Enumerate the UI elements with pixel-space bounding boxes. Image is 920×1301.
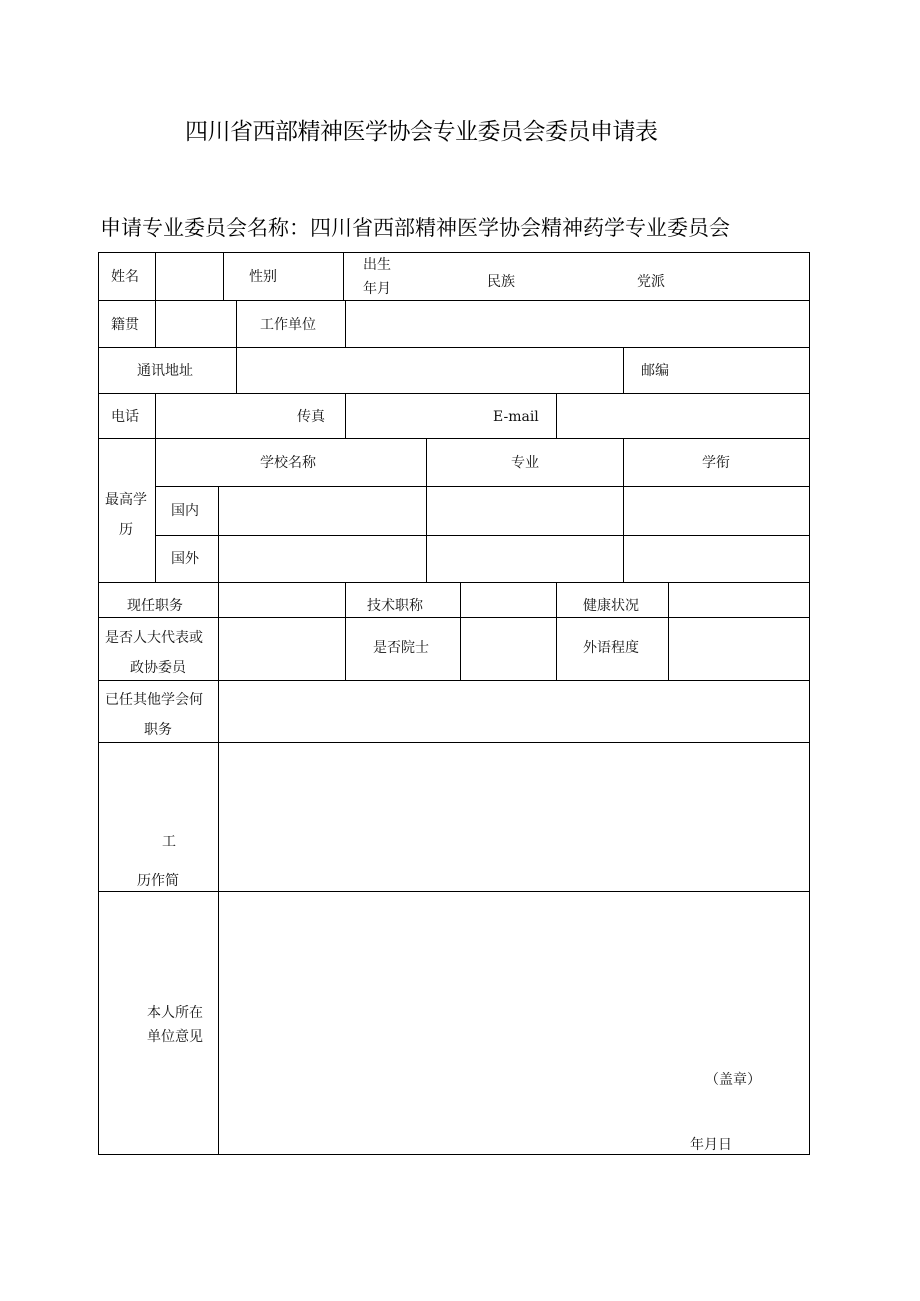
label-health: 健康状况	[583, 598, 639, 614]
label-fax: 传真	[297, 409, 325, 425]
label-work-unit: 工作单位	[260, 317, 316, 333]
label-tech-title: 技术职称	[367, 598, 423, 614]
header-degree: 学衔	[702, 455, 730, 471]
label-party: 党派	[637, 274, 665, 290]
table-line	[236, 300, 237, 347]
label-ethnicity: 民族	[487, 274, 515, 290]
label-email: E-mail	[493, 409, 539, 425]
table-line	[155, 486, 810, 487]
label-work-history-line2: 历作简	[137, 873, 179, 889]
table-line	[98, 252, 810, 253]
header-major: 专业	[511, 455, 539, 471]
table-line	[155, 393, 156, 438]
table-line	[236, 347, 237, 393]
table-line	[98, 891, 810, 892]
table-line	[460, 582, 461, 680]
header-school-name: 学校名称	[260, 455, 316, 471]
table-line	[98, 347, 810, 348]
table-line	[155, 535, 810, 536]
committee-name: 申请专业委员会名称：四川省西部精神医学协会精神药学专业委员会	[100, 216, 730, 240]
table-line	[98, 393, 810, 394]
table-line	[345, 582, 346, 680]
page-title: 四川省西部精神医学协会专业委员会委员申请表	[185, 119, 658, 145]
table-line	[623, 347, 624, 393]
table-line	[668, 582, 669, 680]
label-education-line2: 历	[119, 522, 133, 538]
label-birth-date	[363, 256, 391, 298]
table-line	[218, 582, 219, 680]
table-line	[155, 438, 156, 582]
table-line	[218, 486, 219, 582]
table-line	[98, 1154, 810, 1155]
table-line	[223, 252, 224, 300]
date-note: 年月日	[690, 1137, 732, 1153]
label-current-position: 现任职务	[127, 598, 183, 614]
label-language: 外语程度	[583, 640, 639, 656]
label-education-line1: 最高学	[105, 492, 147, 508]
table-line	[556, 393, 557, 438]
table-line	[98, 617, 810, 618]
table-line	[345, 300, 346, 347]
label-postcode: 邮编	[641, 363, 669, 379]
label-native-place: 籍贯	[111, 317, 139, 333]
label-work-history-line1: 工	[162, 834, 176, 850]
label-birth-line2: 年月	[363, 281, 391, 297]
label-other-posts-line2: 职务	[144, 722, 172, 738]
label-domestic: 国内	[171, 503, 199, 519]
label-unit-opinion-line1: 本人所在	[147, 1005, 203, 1021]
table-line	[155, 252, 156, 300]
label-academician: 是否院士	[373, 640, 429, 656]
table-line	[98, 742, 810, 743]
table-line	[98, 582, 810, 583]
table-line	[218, 680, 219, 1155]
label-name: 姓名	[111, 269, 139, 285]
table-line	[343, 252, 344, 300]
table-line	[623, 438, 624, 582]
label-phone: 电话	[111, 409, 139, 425]
table-line	[98, 252, 99, 1155]
label-other-posts-line1: 已任其他学会何	[105, 692, 203, 708]
table-line	[155, 300, 156, 347]
label-npc-line2: 政协委员	[130, 660, 186, 676]
table-line	[98, 300, 810, 301]
label-unit-opinion-line2: 单位意见	[147, 1029, 203, 1045]
table-line	[98, 680, 810, 681]
label-birth-line1: 出生	[363, 257, 391, 273]
seal-note: （盖章）	[705, 1072, 761, 1088]
table-line	[556, 582, 557, 680]
table-line	[345, 393, 346, 438]
label-gender: 性别	[249, 269, 277, 285]
label-overseas: 国外	[171, 551, 199, 567]
table-line	[98, 438, 810, 439]
label-address: 通讯地址	[137, 363, 193, 379]
label-npc-line1: 是否人大代表或	[105, 630, 203, 646]
table-line	[809, 252, 810, 1155]
table-line	[426, 438, 427, 582]
